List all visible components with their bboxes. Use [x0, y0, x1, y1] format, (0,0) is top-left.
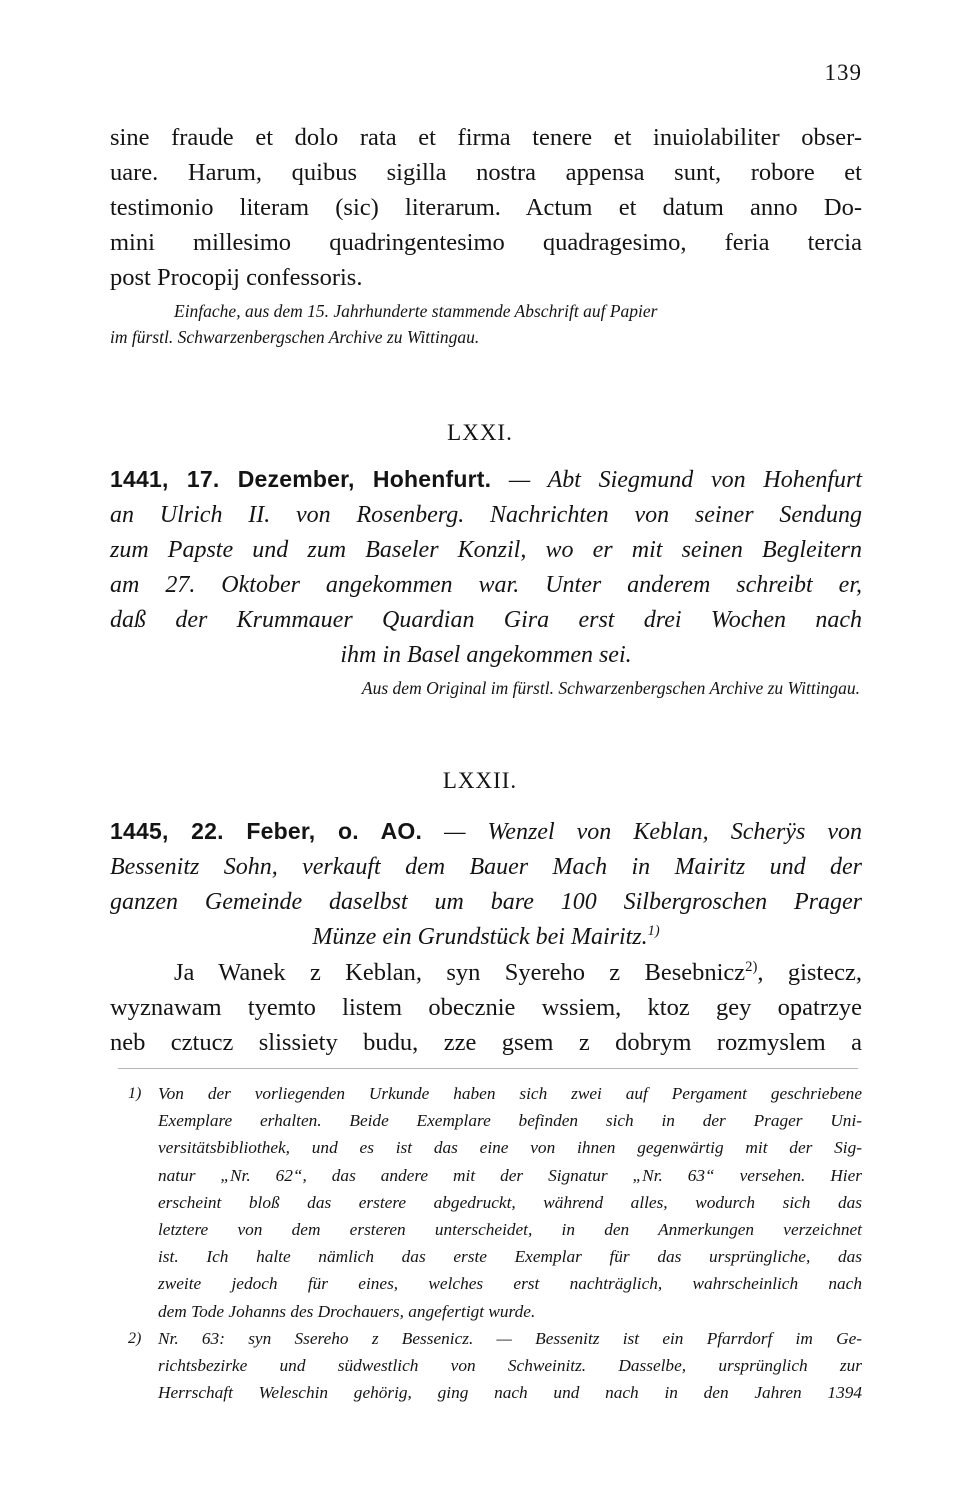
text-line: testimonio literam (sic) literarum. Actum et datum anno Do-: [110, 194, 862, 221]
top-source-note: [110, 298, 862, 350]
footnote-divider: [118, 1068, 858, 1069]
regest-text: Wenzel von Keblan, Scherÿs von: [487, 819, 863, 845]
text-line: wyznawam tyemto listem obecznie wssiem, ktoz gey opatrzye: [110, 994, 862, 1021]
footnote-line: Nr. 63: syn Ssereho z Bessenicz. — Bessenitz ist ein Pfarrdorf im Ge-: [158, 1328, 862, 1348]
footnote-line: richtsbezirke und südwestlich von Schweinitz. Dasselbe, ursprünglich zur: [158, 1356, 862, 1376]
regest-line: [110, 814, 862, 850]
regest-line: Bessenitz Sohn, verkauft dem Bauer Mach in Mairitz und der: [110, 854, 862, 880]
footnotes: [110, 1080, 862, 1406]
regest-line: am 27. Oktober angekommen war. Unter anderem schreibt er,: [110, 572, 862, 598]
text-line: mini millesimo quadringentesimo quadragesimo, feria tercia: [110, 229, 862, 256]
footnote-line: zweite jedoch für eines, welches erst nachträglich, wahrscheinlich nach: [158, 1274, 862, 1294]
date-heading: 1445, 22. Feber, o. AO.: [110, 818, 423, 844]
text-line: sine fraude et dolo rata et firma tenere et inuiolabiliter obser-: [110, 124, 862, 151]
footnote-line: dem Tode Johanns des Drochauers, angefertigt wurde.: [158, 1301, 536, 1321]
date-heading: 1441, 17. Dezember, Hohenfurt.: [110, 466, 492, 492]
footnote-1: [110, 1080, 862, 1325]
regest-text: Münze ein Grundstück bei Mairitz.: [312, 924, 648, 950]
regest-line: [110, 462, 862, 498]
regest-line: ihm in Basel angekommen sei.: [340, 642, 632, 668]
footnote-line: erscheint bloß das erstere abgedruckt, während alles, wodurch sich das: [158, 1192, 862, 1212]
dash: —: [444, 819, 466, 845]
regest-line: zum Papste und zum Baseler Konzil, wo er mit seinen Begleitern: [110, 537, 862, 563]
regest-text: Abt Siegmund von Hohenfurt: [547, 467, 863, 493]
footnote-line: natur „Nr. 62“, das andere mit der Signatur „Nr. 63“ versehen. Hier: [158, 1165, 862, 1185]
regest-line: [110, 920, 862, 955]
source-note-line: im fürstl. Schwarzenbergschen Archive zu Wittingau.: [110, 327, 480, 347]
source-note: Aus dem Original im fürstl. Schwarzenbergschen Archive zu Wittingau.: [361, 678, 860, 698]
document-text: [110, 955, 862, 1060]
regest-lxxii: [110, 814, 862, 955]
regest-line: ganzen Gemeinde daselbst um bare 100 Silbergroschen Prager: [110, 889, 862, 915]
footnote-line: Herrschaft Weleschin gehörig, ging nach und nach in den Jahren 1394: [158, 1383, 862, 1403]
footnote-ref: 1): [647, 923, 660, 939]
source-note-line: Einfache, aus dem 15. Jahrhunderte stammende Abschrift auf Papier: [174, 301, 658, 321]
dash: —: [508, 467, 531, 493]
top-paragraph: [110, 120, 862, 295]
footnote-2: [110, 1325, 862, 1407]
regest-line: daß der Krummauer Quardian Gira erst drei Wochen nach: [110, 607, 862, 633]
footnote-line: Exemplare erhalten. Beide Exemplare befinden sich in der Prager Uni-: [158, 1111, 862, 1131]
document-number-heading: LXXI.: [447, 420, 513, 445]
footnote-mark: 1): [128, 1085, 142, 1102]
document-number-heading: LXXII.: [442, 768, 518, 793]
footnote-mark: 2): [128, 1329, 142, 1347]
text-line: uare. Harum, quibus sigilla nostra appensa sunt, robore et: [110, 159, 862, 186]
text-line: [110, 955, 862, 990]
footnote-line: ist. Ich halte nämlich das erste Exemplar für das ursprüngliche, das: [158, 1247, 862, 1267]
footnote-line: versitätsbibliothek, und es ist das eine von ihnen gegenwärtig mit der Sig-: [158, 1138, 862, 1158]
text-line: post Procopij confessoris.: [110, 264, 363, 291]
regest-lxxi: [110, 462, 862, 673]
text-segment: Ja Wanek z Keblan, syn Syereho z Besebnicz: [174, 959, 746, 986]
footnote-line: letztere von dem ersteren unterscheidet, in den Anmerkungen verzeichnet: [158, 1220, 862, 1240]
text-segment: , gistecz,: [757, 959, 862, 986]
footnote-line: Von der vorliegenden Urkunde haben sich zwei auf Pergament geschriebene: [158, 1084, 862, 1103]
regest-line: an Ulrich II. von Rosenberg. Nachrichten von seiner Sendung: [110, 502, 862, 528]
page-number: 139: [824, 60, 862, 85]
footnote-ref: 2): [745, 958, 758, 975]
text-line: neb cztucz slissiety budu, zze gsem z dobrym rozmyslem a: [110, 1029, 862, 1056]
